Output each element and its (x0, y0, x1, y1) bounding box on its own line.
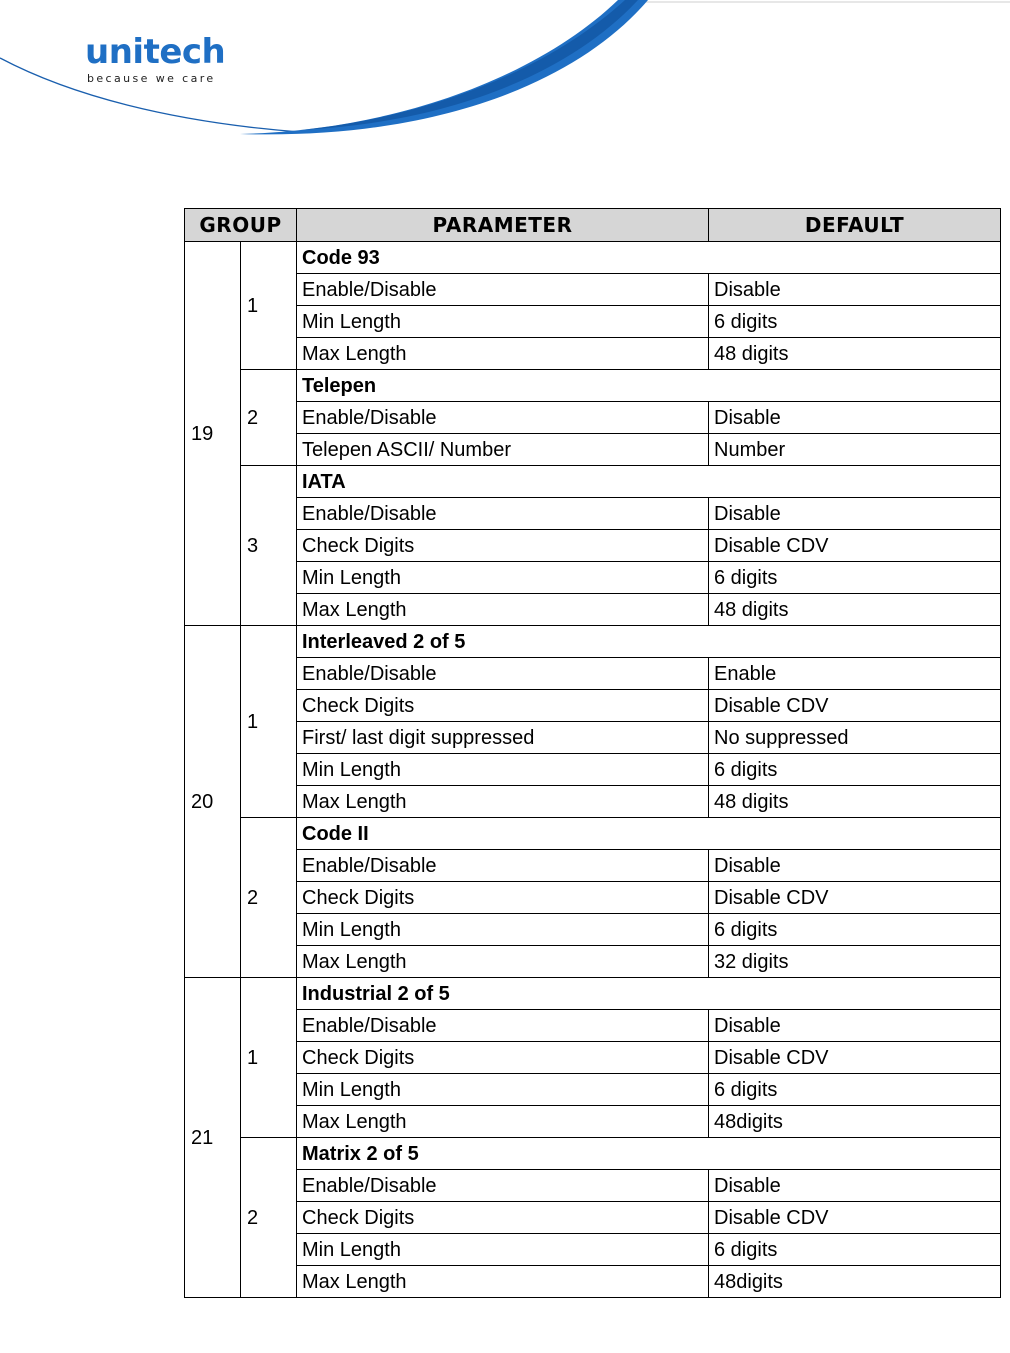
table-row (185, 1042, 1001, 1074)
code-title-row (185, 466, 1001, 498)
table-header-row (185, 209, 1001, 242)
header-group: GROUP (185, 209, 297, 242)
parameter-cell: Check Digits (297, 1042, 709, 1074)
code-title: Interleaved 2 of 5 (297, 626, 1001, 658)
parameter-cell: Enable/Disable (297, 1010, 709, 1042)
code-title-row (185, 370, 1001, 402)
default-cell: 6 digits (709, 1234, 1001, 1266)
table-row (185, 530, 1001, 562)
default-cell: No suppressed (709, 722, 1001, 754)
table-row (185, 1010, 1001, 1042)
logo-wordmark: unitech (85, 32, 226, 72)
parameter-cell: Enable/Disable (297, 658, 709, 690)
code-title-row (185, 626, 1001, 658)
parameter-cell: Check Digits (297, 1202, 709, 1234)
table-row (185, 1170, 1001, 1202)
table-row (185, 946, 1001, 978)
sub-number: 3 (241, 466, 297, 626)
parameter-cell: Check Digits (297, 882, 709, 914)
table-row (185, 882, 1001, 914)
header-default: DEFAULT (709, 209, 1001, 242)
table-row (185, 1074, 1001, 1106)
table-row (185, 658, 1001, 690)
default-cell: Disable CDV (709, 530, 1001, 562)
default-cell: 6 digits (709, 754, 1001, 786)
logo-tagline: because we care (87, 72, 216, 85)
default-cell: Number (709, 434, 1001, 466)
default-cell: 48 digits (709, 594, 1001, 626)
parameter-cell: Enable/Disable (297, 402, 709, 434)
default-cell: Disable (709, 402, 1001, 434)
sub-number: 2 (241, 818, 297, 978)
group-number: 19 (185, 242, 241, 626)
parameter-cell: Max Length (297, 1106, 709, 1138)
parameter-cell: Max Length (297, 786, 709, 818)
default-cell: 32 digits (709, 946, 1001, 978)
default-cell: Disable CDV (709, 1042, 1001, 1074)
default-cell: Disable CDV (709, 1202, 1001, 1234)
code-title: Code 93 (297, 242, 1001, 274)
unitech-logo (85, 34, 225, 85)
parameter-cell: Enable/Disable (297, 850, 709, 882)
header-parameter: PARAMETER (297, 209, 709, 242)
code-title: Code II (297, 818, 1001, 850)
sub-number: 1 (241, 626, 297, 818)
default-cell: Disable CDV (709, 690, 1001, 722)
code-title-row (185, 1138, 1001, 1170)
table-row (185, 1106, 1001, 1138)
parameter-cell: Enable/Disable (297, 274, 709, 306)
code-title: Telepen (297, 370, 1001, 402)
default-cell: Disable (709, 1010, 1001, 1042)
default-cell: 48 digits (709, 786, 1001, 818)
table-row (185, 1266, 1001, 1298)
table-row (185, 754, 1001, 786)
default-cell: 6 digits (709, 562, 1001, 594)
parameter-cell: Max Length (297, 1266, 709, 1298)
default-cell: Enable (709, 658, 1001, 690)
table-row (185, 1202, 1001, 1234)
default-cell: Disable (709, 274, 1001, 306)
parameter-table (184, 208, 1001, 1298)
table-row (185, 786, 1001, 818)
group-number: 20 (185, 626, 241, 978)
table-row (185, 402, 1001, 434)
default-cell: 6 digits (709, 1074, 1001, 1106)
group-number: 21 (185, 978, 241, 1298)
table-row (185, 562, 1001, 594)
sub-number: 2 (241, 1138, 297, 1298)
default-cell: 48digits (709, 1266, 1001, 1298)
parameter-cell: Check Digits (297, 530, 709, 562)
default-cell: 6 digits (709, 914, 1001, 946)
code-title: Industrial 2 of 5 (297, 978, 1001, 1010)
parameter-cell: Min Length (297, 562, 709, 594)
sub-number: 1 (241, 978, 297, 1138)
code-title: Matrix 2 of 5 (297, 1138, 1001, 1170)
table-row (185, 274, 1001, 306)
parameter-cell: Max Length (297, 946, 709, 978)
table-row (185, 434, 1001, 466)
table-row (185, 690, 1001, 722)
parameter-cell: Enable/Disable (297, 1170, 709, 1202)
sub-number: 2 (241, 370, 297, 466)
default-cell: 6 digits (709, 306, 1001, 338)
default-cell: Disable (709, 850, 1001, 882)
table-row (185, 306, 1001, 338)
table-row (185, 1234, 1001, 1266)
code-title-row (185, 978, 1001, 1010)
default-cell: Disable (709, 1170, 1001, 1202)
parameter-cell: Check Digits (297, 690, 709, 722)
default-cell: 48 digits (709, 338, 1001, 370)
parameter-cell: Min Length (297, 306, 709, 338)
code-title: IATA (297, 466, 1001, 498)
parameter-cell: Max Length (297, 338, 709, 370)
code-title-row (185, 818, 1001, 850)
table-row (185, 338, 1001, 370)
default-cell: Disable (709, 498, 1001, 530)
parameter-cell: Min Length (297, 754, 709, 786)
parameter-cell: Min Length (297, 1074, 709, 1106)
parameter-cell: Min Length (297, 1234, 709, 1266)
page-header (0, 0, 1010, 150)
parameter-cell: Telepen ASCII/ Number (297, 434, 709, 466)
default-cell: Disable CDV (709, 882, 1001, 914)
parameter-cell: Max Length (297, 594, 709, 626)
parameter-cell: Min Length (297, 914, 709, 946)
parameter-cell: First/ last digit suppressed (297, 722, 709, 754)
table-row (185, 850, 1001, 882)
table-row (185, 722, 1001, 754)
parameter-cell: Enable/Disable (297, 498, 709, 530)
sub-number: 1 (241, 242, 297, 370)
table-row (185, 594, 1001, 626)
table-body (185, 242, 1001, 1298)
table-row (185, 914, 1001, 946)
table-row (185, 498, 1001, 530)
default-cell: 48digits (709, 1106, 1001, 1138)
code-title-row (185, 242, 1001, 274)
